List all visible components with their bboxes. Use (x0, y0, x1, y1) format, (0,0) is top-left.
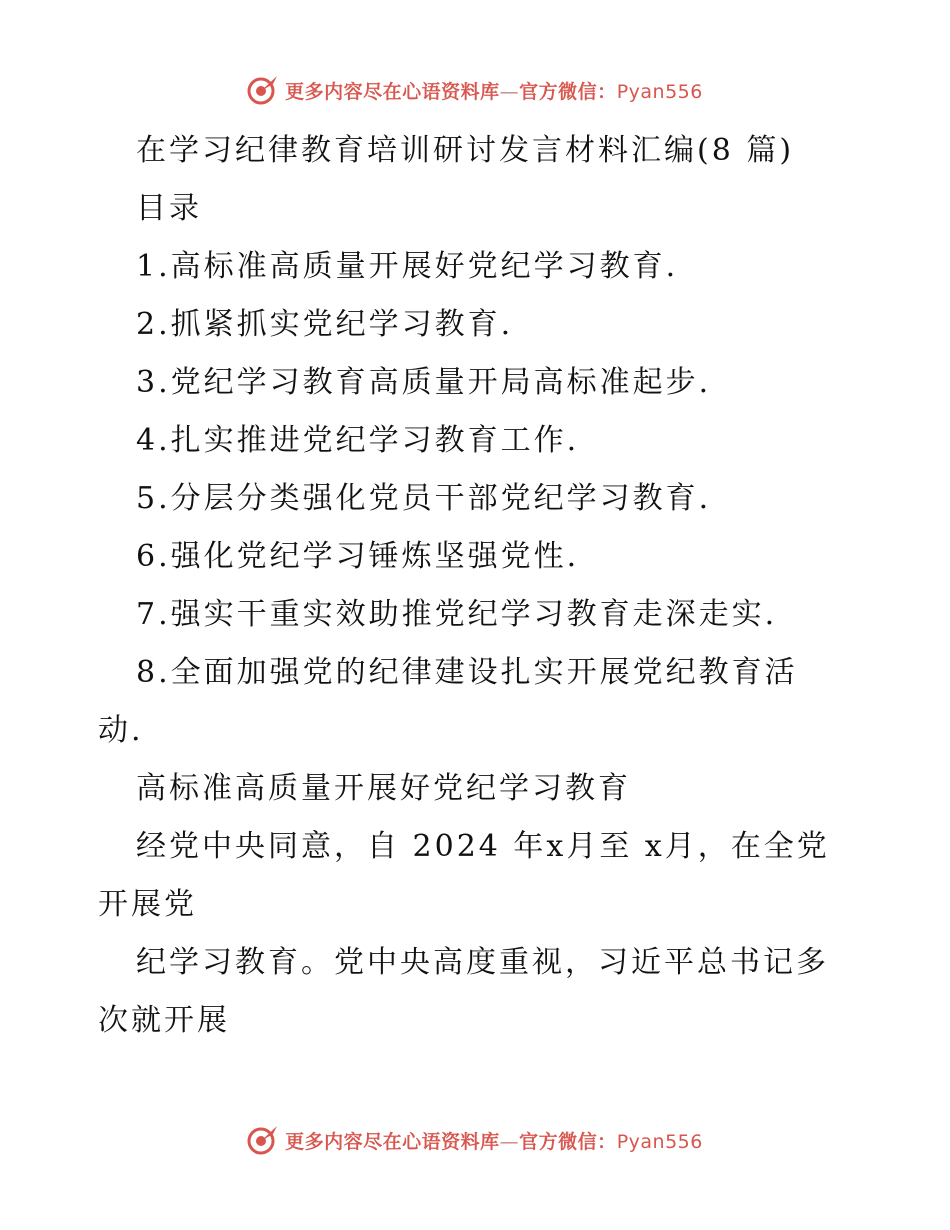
toc-heading: 目录 (136, 191, 202, 226)
document-body (98, 122, 858, 1050)
header-watermark-banner (0, 70, 950, 110)
paragraph-2-line-1: 纪学习教育。党中央高度重视，习近平总书记多 (136, 945, 829, 980)
paragraph-2-line-2: 次就开展 (98, 1003, 230, 1038)
banner-main-text: 更多内容尽在心语资料库 (285, 80, 500, 103)
toc-item-7: 7.强实干重实效助推党纪学习教育走深走实. (136, 597, 778, 632)
quill-logo-icon (247, 74, 279, 106)
banner-dash: — (499, 1130, 520, 1153)
paragraph-1-line-2: 开展党 (98, 887, 197, 922)
section-title: 高标准高质量开展好党纪学习教育 (136, 771, 631, 806)
banner-text (285, 77, 703, 104)
banner-sub-text: 官方微信： (519, 80, 617, 103)
toc-item-6: 6.强化党纪学习锤炼坚强党性. (136, 539, 580, 574)
banner-dash: — (499, 80, 520, 103)
document-title: 在学习纪律教育培训研讨发言材料汇编(8 篇) (136, 133, 795, 168)
toc-item-8: 8.全面加强党的纪律建设扎实开展党纪教育活 (136, 655, 798, 690)
toc-item-1: 1.高标准高质量开展好党纪学习教育. (136, 249, 679, 284)
toc-item-2: 2.抓紧抓实党纪学习教育. (136, 307, 514, 342)
toc-item-5: 5.分层分类强化党员干部党纪学习教育. (136, 481, 712, 516)
banner-sub-text: 官方微信： (519, 1130, 617, 1153)
paragraph-1-line-1: 经党中央同意，自 2024 年x月至 x月，在全党 (136, 829, 830, 864)
footer-watermark-banner (0, 1120, 950, 1160)
toc-item-3: 3.党纪学习教育高质量开局高标准起步. (136, 365, 712, 400)
banner-wechat-id: Pyan556 (616, 1130, 703, 1153)
banner-text (285, 1127, 703, 1154)
toc-item-8-continuation: 动. (98, 713, 144, 748)
banner-wechat-id: Pyan556 (616, 80, 703, 103)
toc-item-4: 4.扎实推进党纪学习教育工作. (136, 423, 580, 458)
banner-main-text: 更多内容尽在心语资料库 (285, 1130, 500, 1153)
quill-logo-icon (247, 1124, 279, 1156)
